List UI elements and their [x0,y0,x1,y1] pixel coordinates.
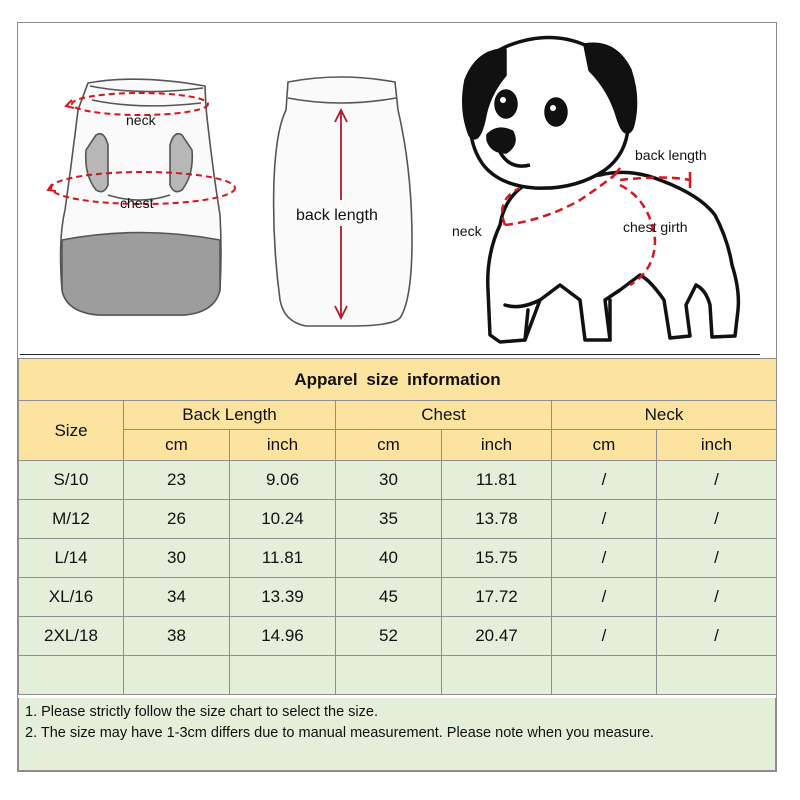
front-neck-label: neck [126,112,156,128]
table-cell: 40 [336,539,442,578]
table-row [19,539,777,578]
note-line: 2. The size may have 1-3cm differs due to manual measurement. Please note when you measure. [25,725,654,741]
table-cell [442,656,552,695]
table-cell [336,656,442,695]
table-cell: 34 [124,578,230,617]
table-cell: 38 [124,617,230,656]
table-cell: / [552,500,657,539]
table-cell: 30 [336,461,442,500]
table-cell [552,656,657,695]
notes-box [18,698,776,771]
size-header: Size [19,401,124,461]
table-cell: / [657,578,777,617]
table-cell: / [552,617,657,656]
size-cell: XL/16 [19,578,124,617]
chest-header: Chest [336,401,552,430]
table-cell: 20.47 [442,617,552,656]
table-cell: / [552,578,657,617]
size-cell: M/12 [19,500,124,539]
dog-neck-label: neck [452,223,482,239]
dog-illustration [488,172,739,342]
size-cell: L/14 [19,539,124,578]
table-cell: / [657,461,777,500]
table-cell: 11.81 [442,461,552,500]
unit-cm: cm [552,430,657,461]
back-length-label: back length [296,207,378,224]
unit-inch: inch [657,430,777,461]
table-cell: 35 [336,500,442,539]
size-cell: S/10 [19,461,124,500]
table-cell: / [657,539,777,578]
table-cell: 13.39 [230,578,336,617]
table-cell: 9.06 [230,461,336,500]
section-divider [20,354,760,355]
table-cell: / [552,539,657,578]
table-cell [230,656,336,695]
size-table [18,358,777,695]
note-line: 1. Please strictly follow the size chart to select the size. [25,704,378,720]
table-row [19,578,777,617]
table-cell: 13.78 [442,500,552,539]
size-cell: 2XL/18 [19,617,124,656]
back-length-header: Back Length [124,401,336,430]
table-cell: / [657,500,777,539]
table-row [19,461,777,500]
table-cell: 26 [124,500,230,539]
dog-back-length-label: back length [635,147,707,163]
neck-header: Neck [552,401,777,430]
table-cell [124,656,230,695]
table-cell: 15.75 [442,539,552,578]
table-cell: 52 [336,617,442,656]
table-title: Apparel size information [19,359,777,401]
table-cell: 45 [336,578,442,617]
table-row [19,617,777,656]
table-cell [657,656,777,695]
unit-inch: inch [442,430,552,461]
table-row [19,500,777,539]
table-cell: 10.24 [230,500,336,539]
table-row-empty [19,656,777,695]
unit-cm: cm [336,430,442,461]
table-cell: / [552,461,657,500]
table-cell: 23 [124,461,230,500]
table-cell: 14.96 [230,617,336,656]
unit-cm: cm [124,430,230,461]
table-cell: 17.72 [442,578,552,617]
front-chest-label: chest [120,195,154,211]
measurement-illustration [0,0,800,355]
dog-chest-girth-label: chest girth [623,219,688,235]
size-cell [19,656,124,695]
unit-inch: inch [230,430,336,461]
table-cell: 11.81 [230,539,336,578]
table-cell: / [657,617,777,656]
table-cell: 30 [124,539,230,578]
dog-head [464,38,636,189]
